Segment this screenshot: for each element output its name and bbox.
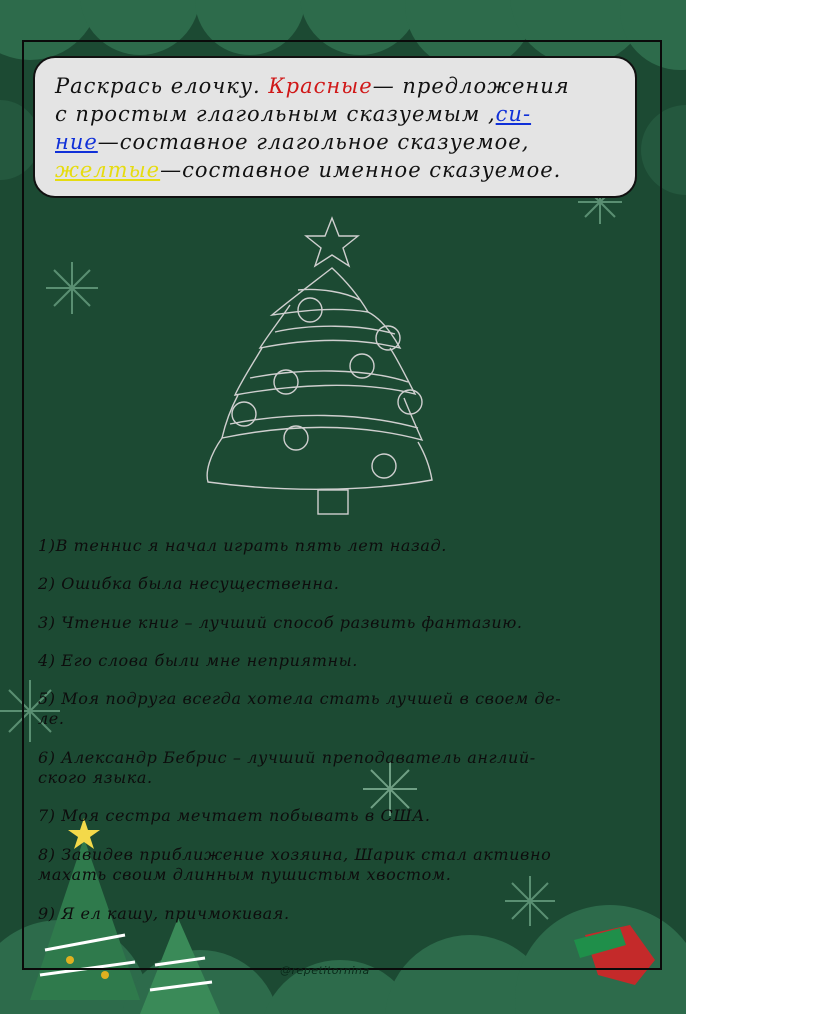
- sentence-5: 5) Моя подруга всегда хотела стать лучшей в своем де- ле.: [38, 689, 562, 728]
- red-label: Красные: [268, 74, 373, 98]
- instruction-line-2: с простым глагольным сказуемым ,си-: [55, 102, 532, 126]
- sentence-3: 3) Чтение книг – лучший способ развить фантазию.: [38, 613, 523, 632]
- instruction-line-3: ние—составное глагольное сказуемое,: [55, 130, 530, 154]
- star-icon: [306, 218, 358, 266]
- instruction-line-1: Раскрась елочку. Красные— предложения: [55, 74, 570, 98]
- watermark: @repetitornina: [280, 964, 370, 977]
- yellow-label: желтые: [55, 158, 161, 182]
- sentence-6: 6) Александр Бебрис – лучший преподаватель англий- ского языка.: [38, 748, 536, 787]
- sentence-9: 9) Я ел кашу, причмокивая.: [38, 904, 290, 923]
- blue-label: си-: [495, 102, 532, 126]
- blue-label-cont: ние: [55, 130, 98, 154]
- sentence-1: 1)В теннис я начал играть пять лет назад.: [38, 536, 447, 555]
- sentence-8: 8) Завидев приближение хозяина, Шарик стал активно махать своим длинным пушистым хвостом.: [38, 845, 552, 884]
- instruction-box: [33, 56, 637, 198]
- sentence-4: 4) Его слова были мне неприятны.: [38, 651, 358, 670]
- christmas-tree-outline: [200, 210, 440, 520]
- sentence-7: 7) Моя сестра мечтает побывать в США.: [38, 806, 431, 825]
- instruction-line-4: желтые—составное именное сказуемое.: [55, 158, 562, 182]
- sentence-2: 2) Ошибка была несущественна.: [38, 574, 340, 593]
